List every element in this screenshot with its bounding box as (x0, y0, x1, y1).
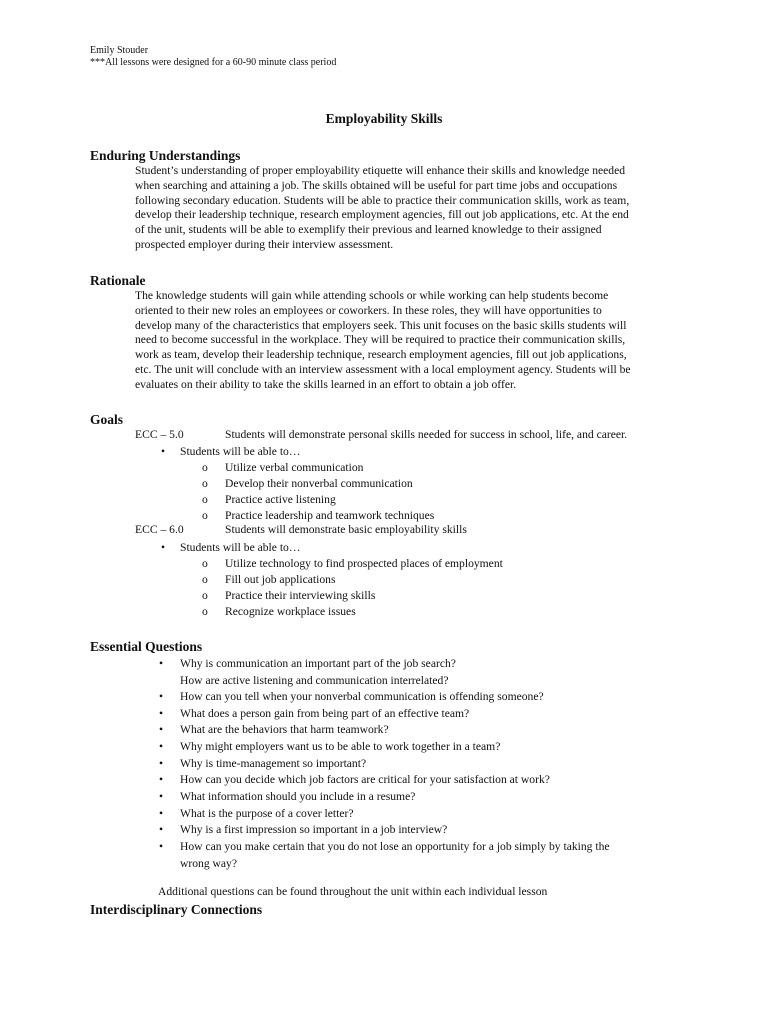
question-text: Why might employers want us to be able to work together in a team? (180, 740, 501, 753)
document-title: Employability Skills (325, 111, 443, 126)
paragraph-line: evaluates on their ability to take the skills learned in an effort to obtain a job offer. (135, 377, 517, 391)
question-text: What is the purpose of a cover letter? (180, 807, 354, 820)
author-name: Emily Stouder (90, 45, 149, 56)
goal-bullet-text: Students will be able to… (180, 445, 301, 458)
paragraph-line: etc. The unit will conclude with an interview assessment with a local employment agency. Students will be (135, 362, 631, 376)
goal-sub-item-text: Fill out job applications (225, 573, 336, 586)
bullet-icon: • (160, 541, 166, 554)
question-text: How can you make certain that you do not lose an opportunity for a job simply by taking the (180, 840, 610, 853)
circle-bullet-icon: o (202, 557, 208, 570)
goal-text: Students will demonstrate personal skills needed for success in school, life, and career. (225, 428, 628, 441)
bullet-icon: • (159, 807, 164, 820)
rationale-paragraph (135, 289, 675, 393)
goal-sub-item-text: Develop their nonverbal communication (225, 477, 413, 490)
circle-bullet-icon: o (202, 589, 208, 602)
circle-bullet-icon: o (202, 573, 208, 586)
goal-sub-item-text: Utilize technology to find prospected places of employment (225, 557, 503, 570)
additional-questions-note: Additional questions can be found throughout the unit within each individual lesson (158, 885, 548, 898)
paragraph-line: oriented to their new roles an employees or coworkers. In these roles, they will have opportunities to (135, 303, 602, 317)
bullet-icon: • (160, 445, 166, 458)
circle-bullet-icon: o (202, 493, 208, 506)
enduring-understandings-paragraph (135, 164, 675, 253)
bullet-icon: • (159, 840, 164, 853)
paragraph-line: following secondary education. Students will be able to practice their communication skills, work as team, (135, 193, 630, 207)
interdisciplinary-connections-heading: Interdisciplinary Connections (90, 902, 263, 917)
paragraph-line: The knowledge students will gain while attending schools or while working can help students become (135, 289, 609, 302)
bullet-icon: • (159, 757, 164, 770)
paragraph-line: prospected employer during their interview assessment. (135, 237, 394, 251)
bullet-icon: • (159, 690, 164, 703)
circle-bullet-icon: o (202, 477, 208, 490)
essential-questions-heading: Essential Questions (90, 639, 203, 654)
paragraph-line: of the unit, students will be able to exemplify their previous and learned knowledge to their assigned (135, 223, 602, 237)
question-text: What are the behaviors that harm teamwork? (180, 723, 389, 736)
question-text: What does a person gain from being part of an effective team? (180, 707, 470, 720)
paragraph-line: develop their leadership technique, research employment agencies, fill out job applications, etc. At the end (135, 208, 629, 222)
paragraph-line: need to become successful in the workplace. They will be required to practice their communication skills, (135, 333, 626, 347)
goal-sub-item-text: Practice leadership and teamwork techniques (225, 509, 435, 522)
goal-code: ECC – 5.0 (135, 428, 184, 441)
bullet-icon: • (159, 657, 164, 670)
goal-sub-item-text: Recognize workplace issues (225, 605, 356, 618)
question-text: Why is communication an important part of the job search? (180, 657, 456, 670)
goal-text: Students will demonstrate basic employability skills (225, 523, 467, 536)
goal-standard-row (135, 428, 627, 443)
bullet-icon: • (159, 773, 164, 786)
bullet-icon: • (159, 723, 164, 736)
goal-sub-item-text: Practice their interviewing skills (225, 589, 376, 602)
bullet-icon: • (159, 790, 164, 803)
goals-heading: Goals (90, 412, 124, 427)
question-text-continued: wrong way? (180, 856, 237, 870)
enduring-understandings-heading: Enduring Understandings (90, 148, 241, 163)
rationale-heading: Rationale (90, 273, 146, 288)
goal-code: ECC – 6.0 (135, 523, 184, 536)
paragraph-line: when searching and attaining a job. The skills obtained will be useful for part time jobs and occupations (135, 178, 618, 192)
paragraph-line: work as team, develop their leadership technique, research employment agencies, fill out job applications, (135, 348, 627, 362)
question-text: How can you decide which job factors are critical for your satisfaction at work? (180, 773, 550, 786)
bullet-icon: • (159, 823, 164, 836)
question-text: Why is a first impression so important in a job interview? (180, 823, 448, 836)
goal-sub-item-text: Practice active listening (225, 493, 336, 506)
lesson-note: ***All lessons were designed for a 60-90 minute class period (90, 57, 337, 68)
goal-sub-item-text: Utilize verbal communication (225, 461, 364, 474)
circle-bullet-icon: o (202, 605, 208, 618)
circle-bullet-icon: o (202, 461, 208, 474)
paragraph-line: Student’s understanding of proper employability etiquette will enhance their skills and knowledge needed (135, 164, 626, 177)
question-text: Why is time-management so important? (180, 757, 367, 770)
goal-standard-row (135, 523, 467, 538)
question-text-continued: How are active listening and communication interrelated? (180, 673, 449, 687)
goal-bullet-text: Students will be able to… (180, 541, 301, 554)
circle-bullet-icon: o (202, 509, 208, 522)
question-text: How can you tell when your nonverbal communication is offending someone? (180, 690, 544, 703)
bullet-icon: • (159, 740, 164, 753)
paragraph-line: develop many of the characteristics that employers seek. This unit focuses on the basic skills students will (135, 318, 627, 332)
bullet-icon: • (159, 707, 164, 720)
question-text: What information should you include in a resume? (180, 790, 416, 803)
